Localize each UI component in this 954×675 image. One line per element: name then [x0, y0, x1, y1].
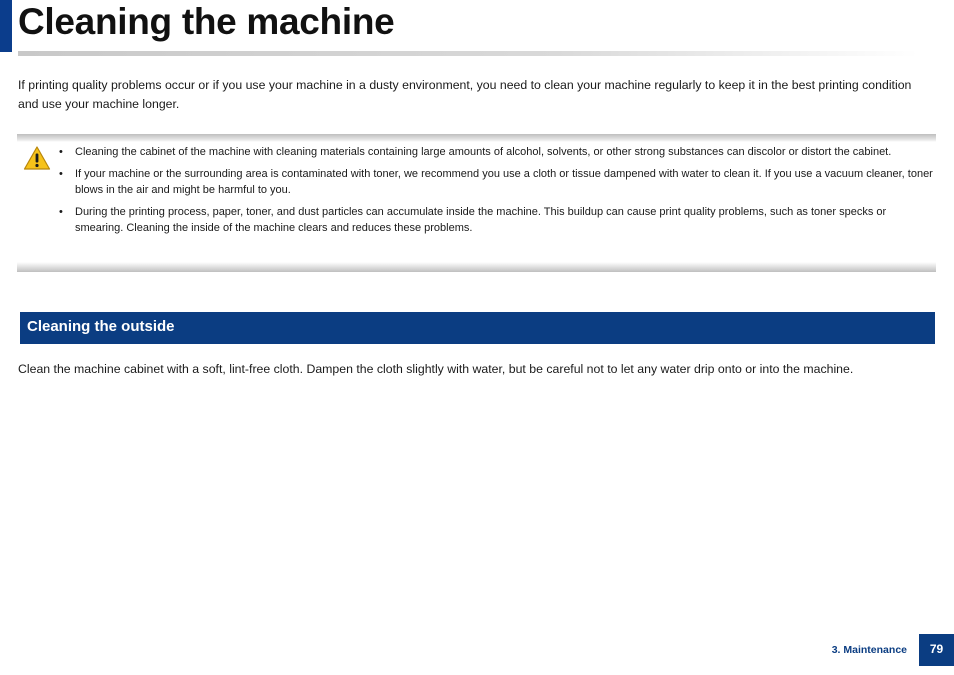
caution-item-text: Cleaning the cabinet of the machine with cleaning materials containing large amounts of alcohol, solvents, or other strong substances can discolor or distort the cabinet.: [75, 146, 892, 158]
page-title: Cleaning the machine: [18, 1, 395, 42]
caution-box: [17, 134, 936, 272]
bullet-mark: •: [59, 205, 63, 218]
caution-item-text: If your machine or the surrounding area is contaminated with toner, we recommend you use a cloth or tissue dampened with water to clean it. If you use a vacuum cleaner, toner blows in the air and might be harmful to you.: [75, 167, 933, 196]
caution-item-text: During the printing process, paper, toner, and dust particles can accumulate inside the machine. This buildup can cause print quality problems, such as toner specks or smearing. Cleaning the inside of the machine clears and reduces these problems.: [75, 205, 887, 234]
list-item: [59, 166, 937, 199]
list-item: [59, 204, 937, 237]
caution-top-border: [17, 134, 936, 142]
section-heading: Cleaning the outside: [27, 318, 175, 335]
intro-paragraph: If printing quality problems occur or if you use your machine in a dusty environment, you need to clean your machine regularly to keep it in the best printing condition and use your machine longer.: [18, 78, 912, 111]
list-item: [59, 144, 937, 161]
title-divider: [18, 51, 918, 56]
caution-bottom-border: [17, 262, 936, 272]
page-number: 79: [919, 634, 954, 666]
footer-chapter-label: 3. Maintenance: [831, 644, 907, 656]
warning-triangle-icon: [23, 145, 51, 171]
title-accent-bar: [0, 0, 12, 52]
caution-list: [59, 144, 937, 242]
bullet-mark: •: [59, 167, 63, 180]
bullet-mark: •: [59, 146, 63, 158]
section-heading-bar: [20, 312, 935, 344]
section-body: Clean the machine cabinet with a soft, lint-free cloth. Dampen the cloth slightly with water, but be careful not to let any water drip onto or into the machine.: [18, 362, 854, 376]
